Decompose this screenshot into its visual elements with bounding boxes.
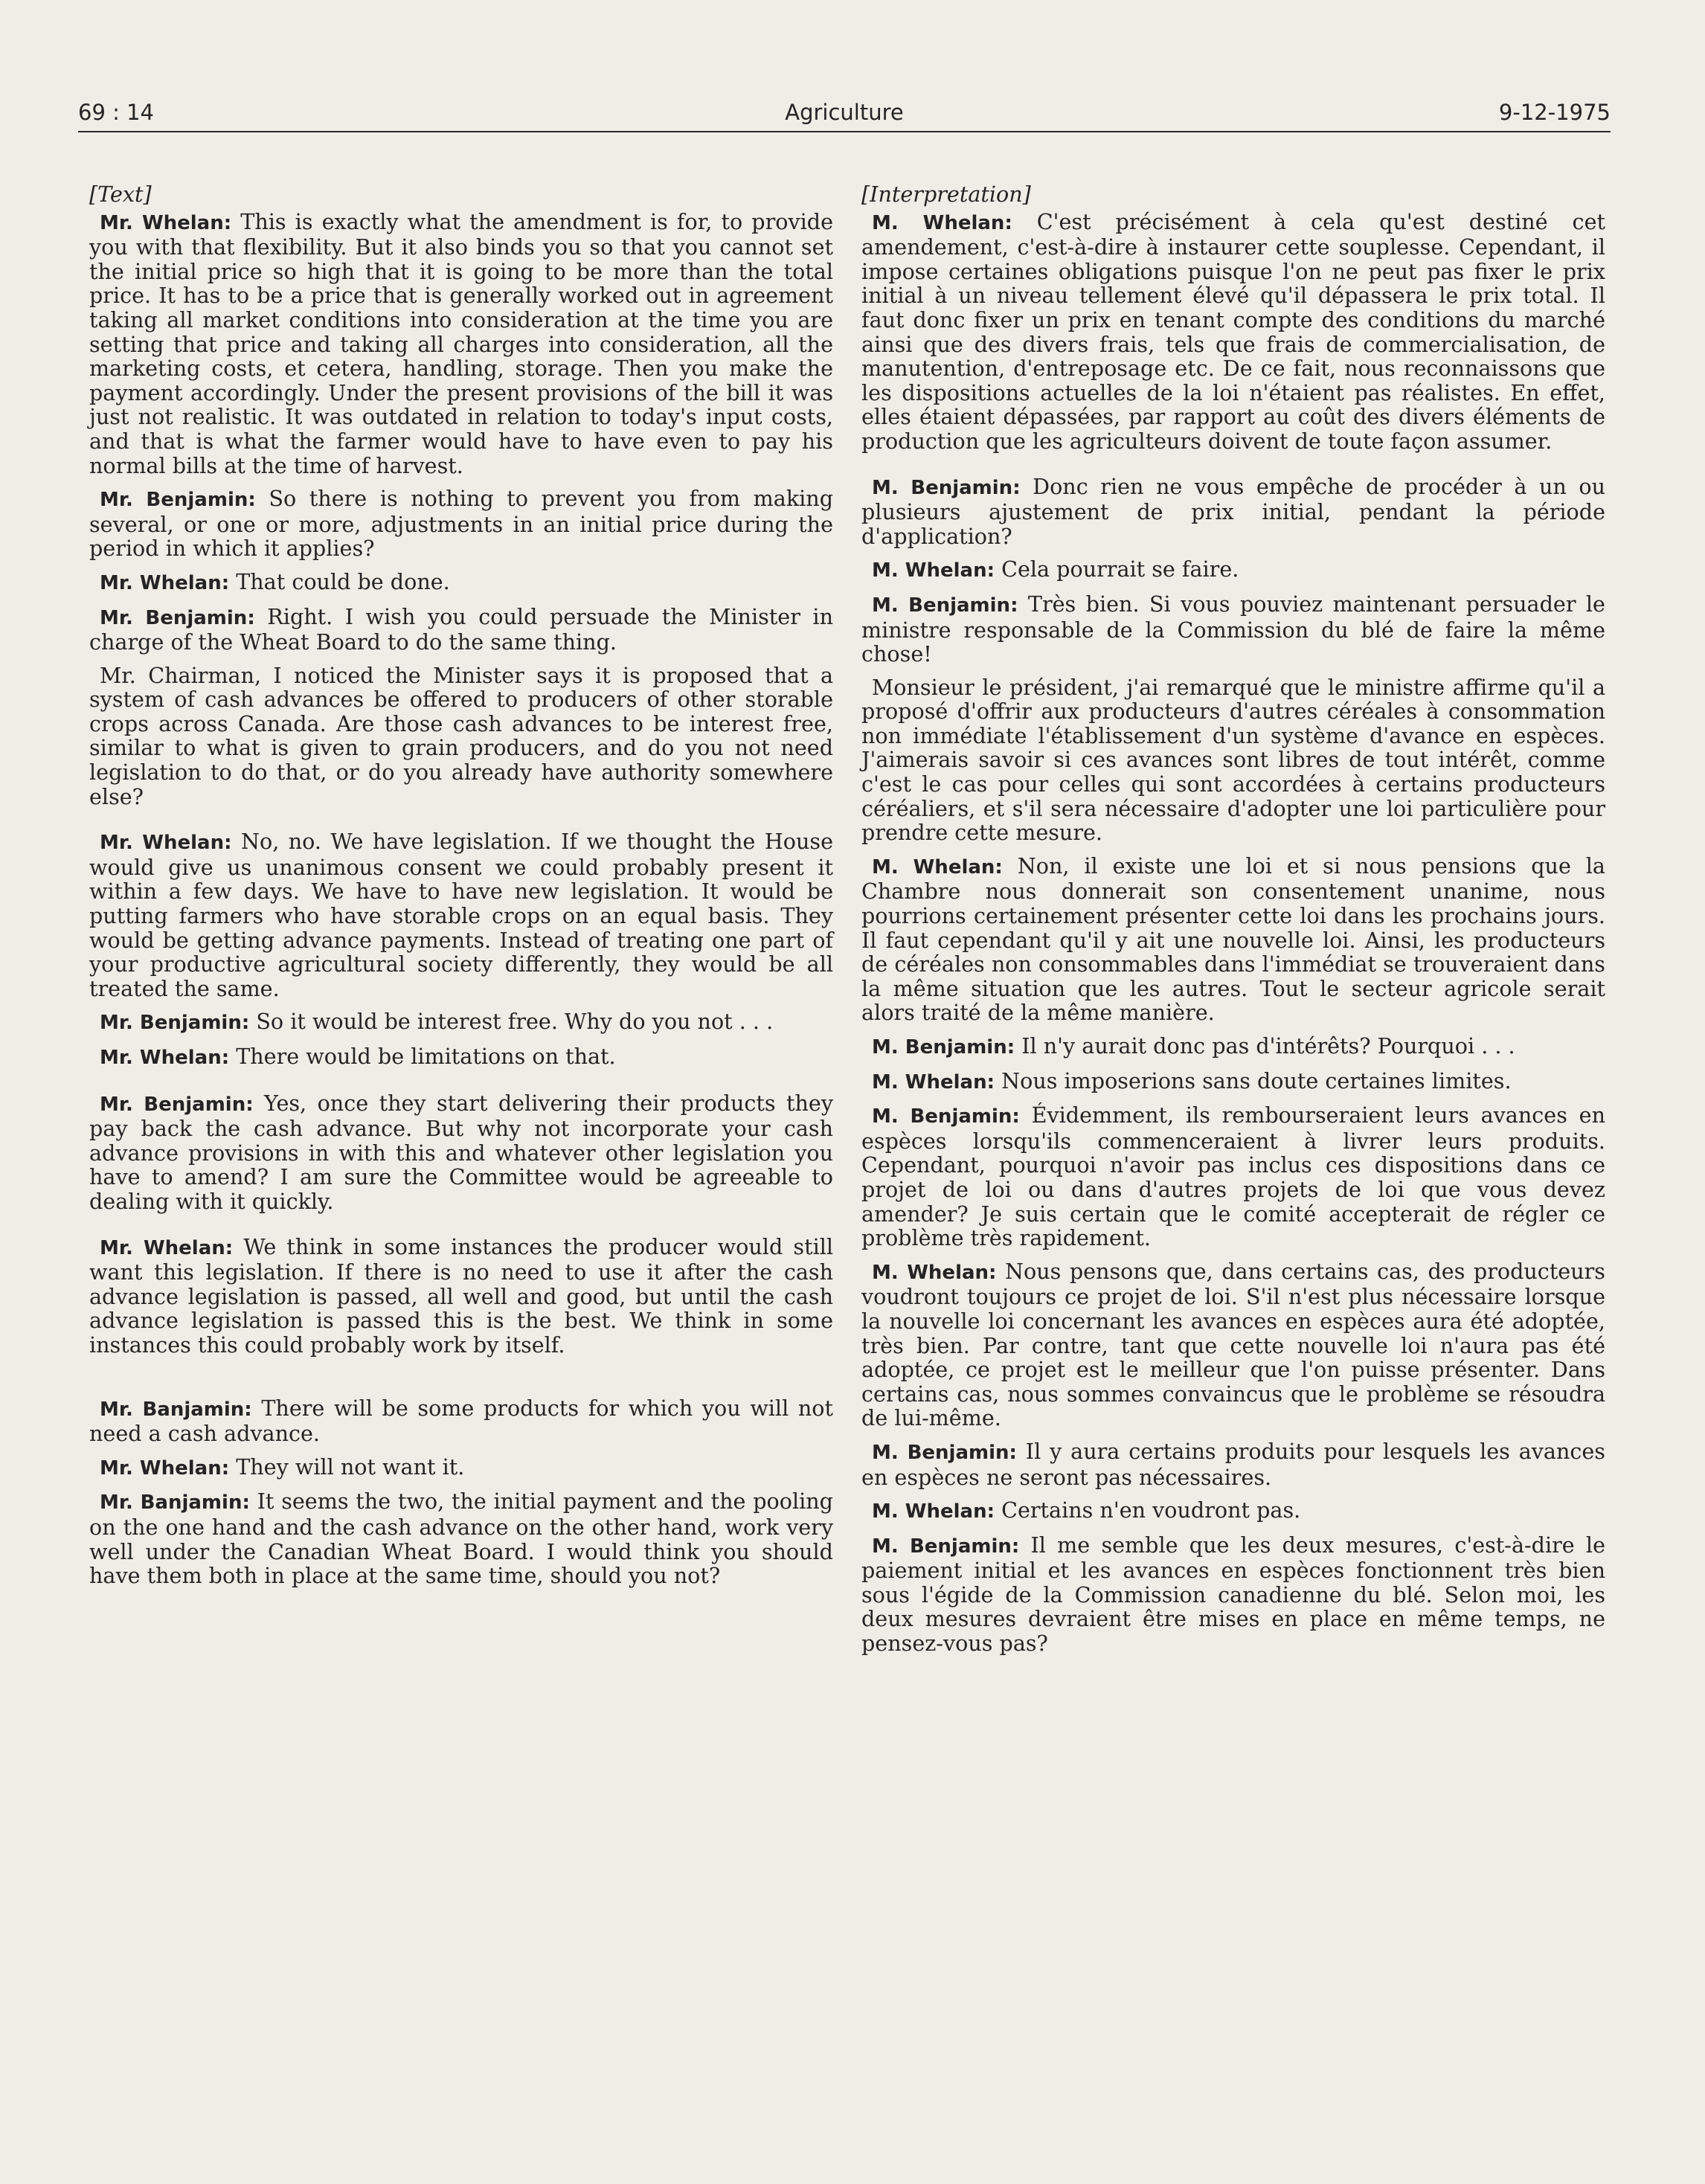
- paragraph: [861, 1533, 1605, 1656]
- paragraph-text: Très bien. Si vous pouviez maintenant persuader le ministre responsable de la Commission du blé de faire la même chose!: [861, 591, 1605, 667]
- speaker-name: Mr. Benjamin:: [100, 1012, 250, 1035]
- paragraph: [89, 664, 833, 809]
- speaker-name: M. Whelan:: [872, 1500, 995, 1523]
- paragraph-text: So there is nothing to prevent you from making several, or one or more, adjustments in an initial price during the period in which it applies?: [89, 486, 834, 562]
- paragraph: [861, 210, 1605, 454]
- paragraph-text: This is exactly what the amendment is for, to provide you with that flexibility. But it also binds you so that you cannot set the initial price so high that it is going to be more than the total price. It has to be a price that is generally worked out in agreement taking all market conditions into consideration at the time you are setting that price and taking all charges into consideration, all the marketing costs, et cetera, handling, storage. Then you make the payment accordingly. Under the present provisions of the bill it was just not realistic. It was outdated in relation to today's input costs, and that is what the farmer would have to have even to pay his normal bills at the time of harvest.: [89, 208, 833, 478]
- paragraph-text: Mr. Chairman, I noticed the Minister says it is proposed that a system of cash advances be offered to producers of other storable crops across Canada. Are those cash advances to be interest free, similar to what is given to grain producers, and do you not need legislation to do that, or do you already have authority somewhere else?: [89, 662, 833, 809]
- speaker-name: Mr. Benjamin:: [100, 489, 256, 512]
- paragraph: [89, 1235, 833, 1358]
- paragraph: [861, 1034, 1605, 1060]
- french-column: [861, 182, 1605, 1665]
- paragraph: [861, 1069, 1605, 1095]
- paragraph-text: Cela pourrait se faire.: [995, 556, 1239, 582]
- paragraph: [89, 1009, 833, 1035]
- speaker-name: M. Benjamin:: [872, 1441, 1017, 1464]
- speaker-name: Mr. Benjamin:: [100, 606, 255, 629]
- speaker-name: M. Benjamin:: [872, 1036, 1015, 1059]
- paragraph: [89, 1396, 833, 1446]
- english-column: [89, 182, 833, 1597]
- speaker-name: M. Benjamin:: [872, 594, 1018, 617]
- speaker-name: Mr. Whelan:: [100, 1047, 230, 1069]
- paragraph-text: Donc rien ne vous empêche de procéder à un ou plusieurs ajustement de prix initial, pendant la période d'application?: [861, 473, 1605, 549]
- speaker-name: M. Whelan:: [872, 211, 1012, 234]
- paragraph: [861, 1439, 1605, 1489]
- paragraph-text: Right. I wish you could persuade the Minister in charge of the Wheat Board to do the same thing.: [89, 603, 833, 655]
- paragraph-text: Non, il existe une loi et si nous pensions que la Chambre nous donnerait son consentement unanime, nous pourrions certainement présenter cette loi dans les prochains jours. Il faut cependant qu'il y ait une nouvelle loi. Ainsi, les producteurs de céréales non consommables dans l'immédiat se trouveraient dans la même situation que les autres. Tout le secteur agricole serait alors traité de la même manière.: [861, 852, 1605, 1026]
- paragraph: [89, 1044, 833, 1070]
- paragraph-text: That could be done.: [229, 568, 450, 594]
- paragraph: [861, 1103, 1605, 1250]
- speaker-name: Mr. Whelan:: [100, 1456, 230, 1480]
- paragraph: [861, 1498, 1605, 1524]
- speaker-name: Mr. Banjamin:: [100, 1398, 252, 1421]
- paragraph: [861, 592, 1605, 667]
- paragraph: [861, 854, 1605, 1025]
- paragraph-text: C'est précisément à cela qu'est destiné cet amendement, c'est-à-dire à instaurer cette souplesse. Cependant, il impose certaines obligations puisque l'on ne peut pas fixer le prix initial à un niveau tellement élevé qu'il dépassera le prix total. Il faut donc fixer un prix en tenant compte des conditions du marché ainsi que des divers frais, tels que frais de commercialisation, de manutention, d'entreposage etc. De ce fait, nous reconnaissons que les dispositions actuelles de la loi n'étaient pas réalistes. En effet, elles étaient dépassées, par rapport au coût des divers éléments de production que les agriculteurs doivent de toute façon assumer.: [861, 208, 1605, 454]
- paragraph: [89, 570, 833, 596]
- paragraph: [861, 557, 1605, 583]
- speaker-name: M. Benjamin:: [872, 1105, 1020, 1128]
- paragraph-text: Nous pensons que, dans certains cas, des producteurs voudront toujours ce projet de loi. S'il n'est plus nécessaire lorsque la nouvelle loi concernant les avances en espèces aura été adoptée, très bien. Par contre, tant que cette nouvelle loi n'aura pas été adoptée, ce projet est le meilleur que l'on puisse présenter. Dans certains cas, nous sommes convaincus que le problème se résoudra de lui-même.: [861, 1258, 1605, 1431]
- paragraph-text: It seems the two, the initial payment and the pooling on the one hand and the cash advance on the other hand, work very well under the Canadian Wheat Board. I would think you should have them both in place at the same time, should you not?: [89, 1488, 833, 1589]
- paragraph: [89, 1091, 833, 1214]
- page-number: 69 : 14: [78, 100, 155, 125]
- paragraph-text: Certains n'en voudront pas.: [995, 1497, 1301, 1523]
- speaker-name: M. Whelan:: [872, 559, 995, 582]
- speaker-name: Mr. Whelan:: [100, 211, 232, 234]
- paragraph-text: Il n'y aurait donc pas d'intérêts? Pourquoi . . .: [1015, 1033, 1515, 1059]
- paragraph-text: Nous imposerions sans doute certaines limites.: [995, 1067, 1512, 1093]
- speaker-name: M. Whelan:: [872, 1261, 997, 1284]
- paragraph-text: So it would be interest free. Why do you not . . .: [249, 1009, 774, 1035]
- paragraph: [89, 605, 833, 655]
- paragraph-text: Il y aura certains produits pour lesquels les avances en espèces ne seront pas nécessaires.: [861, 1438, 1605, 1490]
- section-label: [Interpretation]: [861, 182, 1031, 207]
- speaker-name: Mr. Whelan:: [100, 1236, 234, 1259]
- paragraph: [89, 1455, 833, 1481]
- paragraph: [861, 475, 1605, 549]
- paragraph-text: There will be some products for which you will not need a cash advance.: [89, 1395, 833, 1447]
- speaker-name: Mr. Whelan:: [100, 571, 230, 594]
- paragraph: [89, 829, 833, 1001]
- speaker-name: Mr. Whelan:: [100, 832, 232, 855]
- speaker-name: M. Benjamin:: [872, 1535, 1020, 1558]
- paragraph-text: Il me semble que les deux mesures, c'est-à-dire le paiement initial et les avances en espèces fonctionnent très bien sous l'égide de la Commission canadienne du blé. Selon moi, les deux mesures devraient être mises en place en même temps, ne pensez-vous pas?: [861, 1532, 1605, 1657]
- speaker-name: Mr. Benjamin:: [100, 1093, 254, 1116]
- paragraph-text: Yes, once they start delivering their products they pay back the cash advance. But why not incorporate your cash advance provisions in with this and whatever other legislation you have to amend? I am sure the Committee would be agreeable to dealing with it quickly.: [89, 1090, 833, 1214]
- page-header: [78, 95, 1611, 132]
- speaker-name: M. Whelan:: [872, 855, 1003, 879]
- paragraph: [861, 675, 1605, 845]
- paragraph: [89, 210, 833, 478]
- paragraph-text: We think in some instances the producer would still want this legislation. If there is no need to use it after the cash advance legislation is passed, all well and good, but until the cash advance legislation is passed this is the best. We think in some instances this could probably work by itself.: [89, 1233, 833, 1358]
- speaker-name: M. Benjamin:: [872, 476, 1021, 499]
- paragraph-text: Évidemment, ils rembourseraient leurs avances en espèces lorsqu'ils commenceraient à livrer leurs produits. Cependant, pourquoi n'avoir pas inclus ces dispositions dans ce projet de loi ou dans d'autres projets de loi que vous devez amender? Je suis certain que le comité accepterait de régler ce problème très rapidement.: [861, 1102, 1605, 1251]
- speaker-name: Mr. Banjamin:: [100, 1491, 250, 1515]
- speaker-name: M. Whelan:: [872, 1070, 995, 1093]
- paragraph-text: Monsieur le président, j'ai remarqué que le ministre affirme qu'il a proposé d'offrir aux producteurs d'autres céréales à consommation non immédiate l'établissement d'un système d'avance en espèces. J'aimerais savoir si ces avances sont libres de tout intérêt, comme c'est le cas pour celles qui sont accordées à certains producteurs céréaliers, et s'il sera nécessaire d'adopter une loi particulière pour prendre cette mesure.: [861, 674, 1605, 846]
- paragraph-text: They will not want it.: [229, 1454, 465, 1480]
- section-label: [Text]: [89, 182, 152, 207]
- paragraph: [861, 1259, 1605, 1430]
- paragraph: [89, 486, 833, 561]
- page-date: 9-12-1975: [1498, 100, 1611, 125]
- page-title: Agriculture: [785, 100, 904, 125]
- paragraph-text: There would be limitations on that.: [229, 1044, 616, 1069]
- paragraph-text: No, no. We have legislation. If we thought the House would give us unanimous consent we could probably present it within a few days. We have to have new legislation. It would be putting farmers who have storable crops on an equal basis. They would be getting advance payments. Instead of treating one part of your productive agricultural society differently, they would be all treated the same.: [89, 829, 833, 1001]
- paragraph: [89, 1489, 833, 1587]
